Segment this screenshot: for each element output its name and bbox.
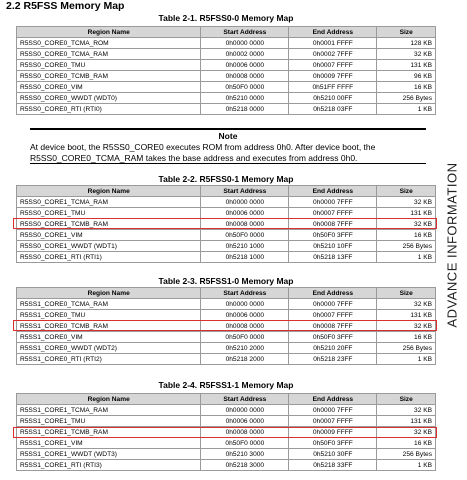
- start-address: 0h5218 0000: [201, 104, 289, 115]
- start-address: 0h0000 0000: [201, 38, 289, 49]
- table-row: [17, 405, 436, 416]
- start-address: 0h0008 0000: [201, 71, 289, 82]
- start-address: 0h5218 1000: [201, 252, 289, 263]
- section-title: 2.2 R5FSS Memory Map: [6, 0, 125, 12]
- start-address: 0h0006 0000: [201, 310, 289, 321]
- header-end-address: End Address: [289, 288, 377, 299]
- table-row: [17, 104, 436, 115]
- size: 16 KB: [377, 438, 436, 449]
- start-address: 0h50F0 0000: [201, 332, 289, 343]
- size: 256 Bytes: [377, 343, 436, 354]
- note-line-2: R5SS0_CORE0_TCMA_RAM takes the base address and executes from address 0h0.: [30, 152, 358, 163]
- table-row: [17, 438, 436, 449]
- table-row: [17, 49, 436, 60]
- table-row: [17, 219, 436, 230]
- region-name: R5SS0_CORE0_RTI (RTI0): [17, 104, 201, 115]
- table-row: [17, 82, 436, 93]
- end-address: 0h5210 20FF: [289, 343, 377, 354]
- table-row: [17, 230, 436, 241]
- region-name: R5SS1_CORE0_RTI (RTI2): [17, 354, 201, 365]
- start-address: 0h0000 0000: [201, 299, 289, 310]
- start-address: 0h0008 0000: [201, 427, 289, 438]
- end-address: 0h0009 FFFF: [289, 427, 377, 438]
- end-address: 0h50F0 3FFF: [289, 230, 377, 241]
- note-divider: [30, 163, 426, 164]
- size: 1 KB: [377, 104, 436, 115]
- size: 256 Bytes: [377, 241, 436, 252]
- region-name: R5SS0_CORE1_WWDT (WDT1): [17, 241, 201, 252]
- table-row: [17, 416, 436, 427]
- region-name: R5SS0_CORE0_TMU: [17, 60, 201, 71]
- start-address: 0h0000 0000: [201, 405, 289, 416]
- size: 32 KB: [377, 427, 436, 438]
- start-address: 0h0006 0000: [201, 208, 289, 219]
- start-address: 0h5218 3000: [201, 460, 289, 471]
- start-address: 0h5210 1000: [201, 241, 289, 252]
- table-row: [17, 310, 436, 321]
- size: 1 KB: [377, 354, 436, 365]
- end-address: 0h0000 7FFF: [289, 405, 377, 416]
- size: 256 Bytes: [377, 449, 436, 460]
- memory-map-table: [16, 26, 436, 115]
- end-address: 0h0007 FFFF: [289, 310, 377, 321]
- size: 16 KB: [377, 230, 436, 241]
- table-row: [17, 299, 436, 310]
- end-address: 0h0008 7FFF: [289, 219, 377, 230]
- end-address: 0h50F0 3FFF: [289, 332, 377, 343]
- table-row: [17, 332, 436, 343]
- region-name: R5SS1_CORE1_TCMA_RAM: [17, 405, 201, 416]
- advance-information-label: ADVANCE INFORMATION: [444, 162, 460, 328]
- size: 32 KB: [377, 405, 436, 416]
- region-name: R5SS0_CORE0_TCMA_RAM: [17, 49, 201, 60]
- size: 131 KB: [377, 208, 436, 219]
- end-address: 0h0000 7FFF: [289, 299, 377, 310]
- region-name: R5SS1_CORE0_TCMB_RAM: [17, 321, 201, 332]
- table-header-row: [17, 288, 436, 299]
- size: 131 KB: [377, 60, 436, 71]
- region-name: R5SS1_CORE1_RTI (RTI3): [17, 460, 201, 471]
- end-address: 0h0000 7FFF: [289, 197, 377, 208]
- table-row: [17, 197, 436, 208]
- end-address: 0h5218 13FF: [289, 252, 377, 263]
- end-address: 0h0007 FFFF: [289, 208, 377, 219]
- header-size: Size: [377, 27, 436, 38]
- header-region-name: Region Name: [17, 27, 201, 38]
- table-row: [17, 460, 436, 471]
- note-title: Note: [218, 131, 238, 141]
- region-name: R5SS0_CORE1_TCMA_RAM: [17, 197, 201, 208]
- size: 96 KB: [377, 71, 436, 82]
- table-row: [17, 343, 436, 354]
- memory-map-table: [16, 185, 436, 263]
- size: 32 KB: [377, 49, 436, 60]
- table-row: [17, 208, 436, 219]
- header-region-name: Region Name: [17, 288, 201, 299]
- region-name: R5SS1_CORE0_VIM: [17, 332, 201, 343]
- start-address: 0h50F0 0000: [201, 82, 289, 93]
- end-address: 0h5218 23FF: [289, 354, 377, 365]
- size: 131 KB: [377, 310, 436, 321]
- start-address: 0h50F0 0000: [201, 230, 289, 241]
- region-name: R5SS1_CORE1_TMU: [17, 416, 201, 427]
- table-header-row: [17, 27, 436, 38]
- end-address: 0h5210 00FF: [289, 93, 377, 104]
- size: 16 KB: [377, 82, 436, 93]
- table-row: [17, 252, 436, 263]
- start-address: 0h0006 0000: [201, 60, 289, 71]
- region-name: R5SS0_CORE0_TCMB_RAM: [17, 71, 201, 82]
- size: 32 KB: [377, 197, 436, 208]
- start-address: 0h0002 0000: [201, 49, 289, 60]
- header-region-name: Region Name: [17, 186, 201, 197]
- header-start-address: Start Address: [201, 288, 289, 299]
- note-box: [30, 128, 426, 163]
- header-size: Size: [377, 288, 436, 299]
- table-row: [17, 241, 436, 252]
- size: 32 KB: [377, 321, 436, 332]
- region-name: R5SS1_CORE1_TCMB_RAM: [17, 427, 201, 438]
- end-address: 0h0008 7FFF: [289, 321, 377, 332]
- size: 256 Bytes: [377, 93, 436, 104]
- size: 32 KB: [377, 299, 436, 310]
- end-address: 0h50F0 3FFF: [289, 438, 377, 449]
- region-name: R5SS0_CORE1_VIM: [17, 230, 201, 241]
- region-name: R5SS0_CORE0_WWDT (WDT0): [17, 93, 201, 104]
- end-address: 0h5218 03FF: [289, 104, 377, 115]
- size: 16 KB: [377, 332, 436, 343]
- header-end-address: End Address: [289, 186, 377, 197]
- header-size: Size: [377, 186, 436, 197]
- header-start-address: Start Address: [201, 394, 289, 405]
- end-address: 0h5218 33FF: [289, 460, 377, 471]
- end-address: 0h5210 30FF: [289, 449, 377, 460]
- table-row: [17, 71, 436, 82]
- table-caption: Table 2-3. R5FSS1-0 Memory Map: [158, 276, 294, 286]
- region-name: R5SS0_CORE0_VIM: [17, 82, 201, 93]
- start-address: 0h0008 0000: [201, 219, 289, 230]
- end-address: 0h0002 7FFF: [289, 49, 377, 60]
- size: 131 KB: [377, 416, 436, 427]
- memory-map-table: [16, 287, 436, 365]
- end-address: 0h5210 10FF: [289, 241, 377, 252]
- header-start-address: Start Address: [201, 27, 289, 38]
- start-address: 0h0000 0000: [201, 197, 289, 208]
- region-name: R5SS0_CORE1_RTI (RTI1): [17, 252, 201, 263]
- table-row: [17, 93, 436, 104]
- region-name: R5SS1_CORE0_WWDT (WDT2): [17, 343, 201, 354]
- start-address: 0h0006 0000: [201, 416, 289, 427]
- end-address: 0h0007 FFFF: [289, 416, 377, 427]
- header-end-address: End Address: [289, 394, 377, 405]
- start-address: 0h5218 2000: [201, 354, 289, 365]
- start-address: 0h5210 0000: [201, 93, 289, 104]
- start-address: 0h5210 3000: [201, 449, 289, 460]
- table-caption: Table 2-4. R5FSS1-1 Memory Map: [158, 380, 294, 390]
- table-caption: Table 2-1. R5FSS0-0 Memory Map: [158, 13, 294, 23]
- header-size: Size: [377, 394, 436, 405]
- region-name: R5SS0_CORE1_TMU: [17, 208, 201, 219]
- start-address: 0h50F0 0000: [201, 438, 289, 449]
- header-start-address: Start Address: [201, 186, 289, 197]
- size: 32 KB: [377, 219, 436, 230]
- table-row: [17, 427, 436, 438]
- table-caption: Table 2-2. R5FSS0-1 Memory Map: [158, 174, 294, 184]
- region-name: R5SS0_CORE0_TCMA_ROM: [17, 38, 201, 49]
- table-row: [17, 38, 436, 49]
- table-row: [17, 449, 436, 460]
- table-row: [17, 354, 436, 365]
- size: 1 KB: [377, 460, 436, 471]
- size: 128 KB: [377, 38, 436, 49]
- region-name: R5SS1_CORE0_TCMA_RAM: [17, 299, 201, 310]
- end-address: 0h51FF FFFF: [289, 82, 377, 93]
- end-address: 0h0009 7FFF: [289, 71, 377, 82]
- table-row: [17, 60, 436, 71]
- header-region-name: Region Name: [17, 394, 201, 405]
- table-header-row: [17, 394, 436, 405]
- region-name: R5SS1_CORE1_VIM: [17, 438, 201, 449]
- table-header-row: [17, 186, 436, 197]
- header-end-address: End Address: [289, 27, 377, 38]
- note-line-1: At device boot, the R5SS0_CORE0 executes ROM from address 0h0. After device boot, the: [30, 142, 376, 152]
- region-name: R5SS1_CORE0_TMU: [17, 310, 201, 321]
- size: 1 KB: [377, 252, 436, 263]
- memory-map-table: [16, 393, 436, 471]
- region-name: R5SS1_CORE1_WWDT (WDT3): [17, 449, 201, 460]
- region-name: R5SS0_CORE1_TCMB_RAM: [17, 219, 201, 230]
- end-address: 0h0007 FFFF: [289, 60, 377, 71]
- start-address: 0h0008 0000: [201, 321, 289, 332]
- start-address: 0h5210 2000: [201, 343, 289, 354]
- end-address: 0h0001 FFFF: [289, 38, 377, 49]
- table-row: [17, 321, 436, 332]
